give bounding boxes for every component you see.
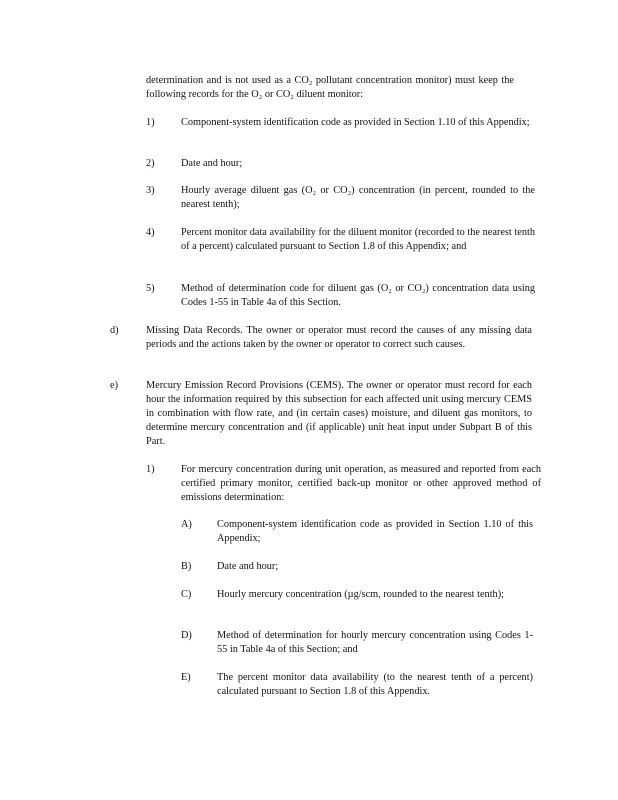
item-4-label: 4) — [146, 227, 155, 238]
item-5-label: 5) — [146, 283, 155, 294]
sub-item-e-text: The percent monitor data availability (to the nearest tenth of a percent) calculated pursuant to Section 1.8 of this Appendix. — [217, 672, 533, 697]
item-3-text: Hourly average diluent gas (O₂ or CO₂) concentration (in percent, rounded to the nearest tenth); — [181, 185, 535, 210]
item-3-label: 3) — [146, 185, 155, 196]
item-2-label: 2) — [146, 158, 155, 169]
section-d-label: d) — [110, 325, 119, 336]
intro-paragraph: determination and is not used as a CO₂ pollutant concentration monitor) must keep the following records for the O₂ or CO₂ diluent monitor: — [146, 75, 514, 100]
item-1-text: Component-system identification code as provided in Section 1.10 of this Appendix; — [181, 117, 530, 128]
sub-item-a-text: Component-system identification code as provided in Section 1.10 of this Appendix; — [217, 519, 533, 544]
section-d-text: Missing Data Records. The owner or operator must record the causes of any missing data periods and the actions taken by the owner or operator to correct such causes. — [146, 325, 532, 350]
sub-item-e-label: E) — [181, 672, 191, 683]
sub-item-c-text: Hourly mercury concentration (µg/scm, rounded to the nearest tenth); — [217, 589, 505, 600]
sub-item-c-label: C) — [181, 589, 192, 600]
item-5-text: Method of determination code for diluent gas (O₂ or CO₂) concentration data using Codes 1-55 in Table 4a of this Section. — [181, 283, 535, 308]
section-e-text: Mercury Emission Record Provisions (CEMS). The owner or operator must record for each hour the information required by this subsection for each affected unit using mercury CEMS in combination with flow rate, and (in certain cases) moisture, and diluent gas monitors, to determine mercury concentration and (if applicable) unit heat input under Subpart B of this Part. — [146, 380, 532, 447]
section-e-item-1-label: 1) — [146, 464, 155, 475]
item-1-label: 1) — [146, 117, 155, 128]
item-4-text: Percent monitor data availability for the diluent monitor (recorded to the nearest tenth of a percent) calculated pursuant to Section 1.8 of this Appendix; and — [181, 227, 535, 252]
sub-item-b-text: Date and hour; — [217, 561, 279, 572]
sub-item-a-label: A) — [181, 519, 192, 530]
item-2-text: Date and hour; — [181, 158, 243, 169]
sub-item-d-text: Method of determination for hourly mercury concentration using Codes 1-55 in Table 4a of this Section; and — [217, 630, 533, 655]
section-e-label: e) — [110, 380, 118, 391]
section-e-item-1-text: For mercury concentration during unit operation, as measured and reported from each certified primary monitor, certified back-up monitor or other approved method of emissions determination: — [181, 464, 541, 503]
sub-item-d-label: D) — [181, 630, 192, 641]
sub-item-b-label: B) — [181, 561, 192, 572]
